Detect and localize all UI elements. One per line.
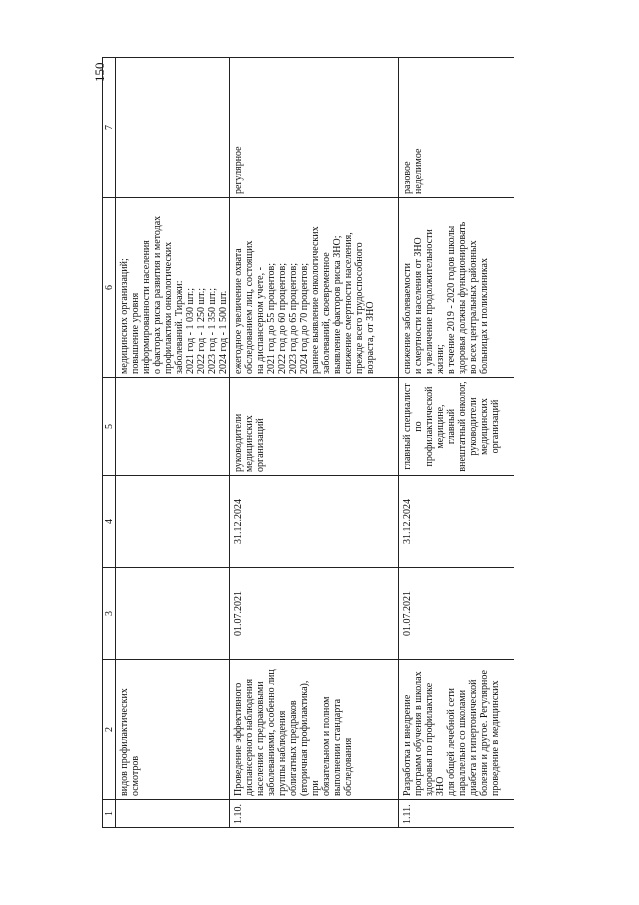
row-number: 1.11. (399, 800, 515, 828)
action-plan-table (102, 57, 514, 828)
result-cell: медицинских организаций; повышение уровня информированности населения о факторах риска развития и методах профилактики онкологических заболеваний. Тиражи: 2021 год - 1 030 шт.; 2022 год - 1 250 шт.; 2023 год - 1 350 шт.; 2024 год - 1 500 шт. (116, 198, 230, 378)
responsible-cell (116, 378, 230, 476)
action-cell: видов профилактических осмотров (116, 660, 230, 800)
table-row (230, 58, 399, 828)
table-row (399, 58, 515, 828)
end-date-cell (116, 476, 230, 568)
column-number: 6 (103, 198, 116, 378)
action-cell: Проведение эффективного диспансерного наблюдения населения с предраковыми заболеваниями, особенно лиц группы наблюдения облигатных предраков (вторичная профилактика), при обязательном и полном выполнении стандарта обследования (230, 660, 399, 800)
frequency-cell: разовое неделимое (399, 58, 515, 198)
row-number: 1.10. (230, 800, 399, 828)
start-date-cell (116, 568, 230, 660)
page-number: 150 (92, 62, 107, 82)
start-date-cell: 01.07.2021 (399, 568, 515, 660)
column-number: 5 (103, 378, 116, 476)
action-cell: Разработка и внедрение программ обучения в школах здоровья по профилактике ЗНО для общей лечебной сети параллельно со школами диабета и гипертонической болезни и другое. Регулярное проведение в медицинских (399, 660, 515, 800)
result-cell: снижение заболеваемости и смертности населения от ЗНО и увеличение продолжительности жизни; в течение 2019 - 2020 годов школы здоровья должны функционировать во всех центральных районных больницах и поликлиниках (399, 198, 515, 378)
table-row (116, 58, 230, 828)
frequency-cell: регулярное (230, 58, 399, 198)
rotated-table-region (102, 58, 514, 828)
responsible-cell: руководители медицинских организаций (230, 378, 399, 476)
column-number: 7 (103, 58, 116, 198)
column-number-row (103, 58, 116, 828)
result-cell: ежегодное увеличение охвата обследованием лиц, состоящих на диспансерном учете, - 2021 год до 55 процентов; 2022 год до 60 процентов; 2023 год до 65 процентов; 2024 год до 70 процентов; раннее выявление онкологических заболеваний, своевременное выявление факторов риска ЗНО; снижение смертности населения, прежде всего трудоспособного возраста, от ЗНО (230, 198, 399, 378)
column-number: 1 (103, 800, 116, 828)
column-number: 3 (103, 568, 116, 660)
column-number: 2 (103, 660, 116, 800)
column-number: 4 (103, 476, 116, 568)
responsible-cell: главный специалист по профилактической медицине, главный внештатный онколог, руководители медицинских организаций (399, 378, 515, 476)
end-date-cell: 31.12.2024 (399, 476, 515, 568)
frequency-cell (116, 58, 230, 198)
row-number (116, 800, 230, 828)
end-date-cell: 31.12.2024 (230, 476, 399, 568)
start-date-cell: 01.07.2021 (230, 568, 399, 660)
